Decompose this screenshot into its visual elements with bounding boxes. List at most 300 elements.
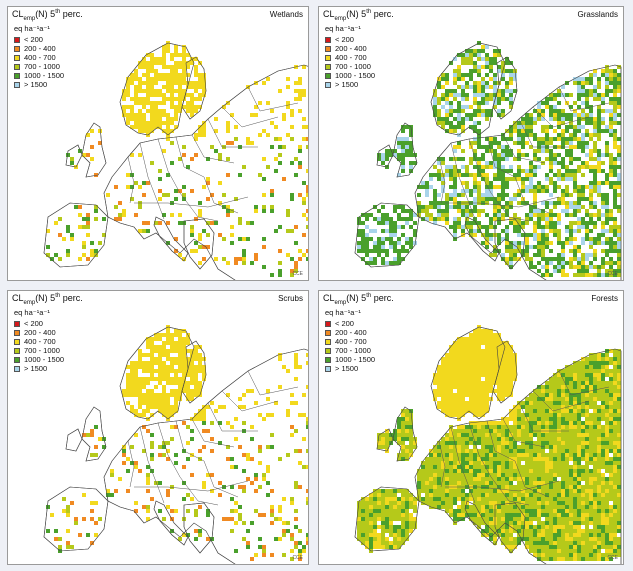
grid-cell [545, 173, 549, 177]
grid-cell [577, 137, 581, 141]
grid-cell [306, 353, 309, 357]
grid-cell [465, 353, 469, 357]
grid-cell [481, 57, 485, 61]
grid-cell [234, 501, 238, 505]
grid-cell [190, 109, 194, 113]
grid-cell [78, 213, 82, 217]
grid-cell [501, 153, 505, 157]
grid-cell [365, 505, 369, 509]
grid-cell [601, 73, 605, 77]
grid-cell [393, 249, 397, 253]
grid-cell [497, 145, 501, 149]
grid-cell [138, 377, 142, 381]
grid-cell [274, 169, 278, 173]
grid-cell [597, 125, 601, 129]
grid-cell [565, 489, 569, 493]
grid-cell [445, 501, 449, 505]
grid-cell [242, 453, 246, 457]
grid-cell [441, 489, 445, 493]
grid-cell [54, 529, 58, 533]
grid-cell [613, 105, 617, 109]
grid-cell [401, 489, 405, 493]
grid-cell [198, 381, 202, 385]
grid-cell [162, 57, 166, 61]
grid-cell [162, 149, 166, 153]
grid-cell [557, 401, 561, 405]
grid-cell [381, 505, 385, 509]
grid-cell [401, 205, 405, 209]
grid-cell [302, 393, 306, 397]
grid-cell [509, 521, 513, 525]
grid-cell [601, 213, 605, 217]
grid-cell [533, 253, 537, 257]
grid-cell [469, 117, 473, 121]
grid-cell [513, 157, 517, 161]
grid-cell [449, 465, 453, 469]
grid-cell [497, 513, 501, 517]
grid-cell [194, 509, 198, 513]
grid-cell [198, 261, 202, 265]
grid-cell [58, 545, 62, 549]
grid-cell [150, 361, 154, 365]
grid-cell [445, 193, 449, 197]
grid-cell [617, 85, 621, 89]
grid-cell [557, 121, 561, 125]
grid-cell [429, 497, 433, 501]
grid-cell [461, 225, 465, 229]
grid-cell [154, 81, 158, 85]
grid-cell [469, 105, 473, 109]
grid-cell [545, 445, 549, 449]
grid-cell [242, 521, 246, 525]
grid-cell [501, 497, 505, 501]
grid-cell [497, 377, 501, 381]
grid-cell [605, 249, 609, 253]
grid-cell [597, 81, 601, 85]
grid-cell [381, 533, 385, 537]
grid-cell [517, 169, 521, 173]
grid-cell [573, 501, 577, 505]
grid-cell [593, 177, 597, 181]
grid-cell [485, 81, 489, 85]
grid-cell [174, 405, 178, 409]
grid-cell [557, 425, 561, 429]
grid-cell [541, 533, 545, 537]
grid-cell [557, 201, 561, 205]
grid-cell [429, 493, 433, 497]
grid-cell [457, 117, 461, 121]
grid-cell [302, 201, 306, 205]
grid-cell [294, 545, 298, 549]
grid-cell [541, 489, 545, 493]
grid-cell [262, 157, 266, 161]
grid-cell [533, 209, 537, 213]
grid-cell [286, 101, 290, 105]
grid-cell [210, 401, 214, 405]
grid-cell [577, 453, 581, 457]
grid-cell [174, 333, 178, 337]
grid-cell [246, 453, 250, 457]
grid-cell [485, 85, 489, 89]
grid-cell [425, 477, 429, 481]
grid-cell [461, 337, 465, 341]
grid-cell [541, 401, 545, 405]
grid-cell [565, 193, 569, 197]
grid-cell [166, 397, 170, 401]
grid-cell [525, 125, 529, 129]
grid-cell [90, 429, 94, 433]
grid-cell [577, 193, 581, 197]
grid-cell [86, 225, 90, 229]
grid-cell [477, 333, 481, 337]
grid-cell [150, 89, 154, 93]
grid-cell [194, 81, 198, 85]
grid-cell [425, 185, 429, 189]
grid-cell [557, 533, 561, 537]
grid-cell [373, 517, 377, 521]
grid-cell [577, 541, 581, 545]
grid-cell [549, 493, 553, 497]
grid-cell [617, 149, 621, 153]
grid-cell [465, 357, 469, 361]
grid-cell [62, 497, 66, 501]
grid-cell [457, 505, 461, 509]
grid-cell [613, 85, 617, 89]
grid-cell [230, 509, 234, 513]
grid-cell [485, 457, 489, 461]
grid-cell [449, 381, 453, 385]
grid-cell [457, 221, 461, 225]
grid-cell [517, 497, 521, 501]
grid-cell [158, 89, 162, 93]
grid-cell [433, 497, 437, 501]
grid-cell [373, 229, 377, 233]
grid-cell [585, 457, 589, 461]
grid-cell [537, 477, 541, 481]
grid-cell [545, 549, 549, 553]
grid-cell [513, 409, 517, 413]
grid-cell [202, 229, 206, 233]
grid-cell [457, 157, 461, 161]
grid-cell [477, 441, 481, 445]
grid-cell [569, 401, 573, 405]
grid-cell [497, 425, 501, 429]
grid-cell [461, 353, 465, 357]
grid-cell [453, 193, 457, 197]
grid-cell [94, 217, 98, 221]
grid-cell [525, 253, 529, 257]
grid-cell [577, 517, 581, 521]
grid-cell [473, 401, 477, 405]
grid-cell [517, 421, 521, 425]
grid-cell [409, 225, 413, 229]
grid-cell [537, 217, 541, 221]
grid-cell [449, 477, 453, 481]
grid-cell [150, 125, 154, 129]
grid-cell [505, 373, 509, 377]
grid-cell [577, 217, 581, 221]
grid-cell [593, 169, 597, 173]
grid-cell [226, 121, 230, 125]
grid-cell [613, 225, 617, 229]
grid-cell [461, 429, 465, 433]
grid-cell [553, 457, 557, 461]
grid-cell [561, 433, 565, 437]
grid-cell [525, 461, 529, 465]
grid-cell [585, 473, 589, 477]
grid-cell [477, 489, 481, 493]
grid-cell [609, 181, 613, 185]
grid-cell [505, 461, 509, 465]
grid-cell [573, 477, 577, 481]
grid-cell [553, 501, 557, 505]
grid-cell [158, 113, 162, 117]
grid-cell [86, 153, 90, 157]
grid-cell [138, 65, 142, 69]
grid-cell [573, 109, 577, 113]
grid-cell [537, 233, 541, 237]
grid-cell [377, 537, 381, 541]
grid-cell [473, 53, 477, 57]
grid-cell [589, 169, 593, 173]
grid-cell [549, 489, 553, 493]
grid-cell [569, 201, 573, 205]
grid-cell [473, 409, 477, 413]
grid-cell [497, 233, 501, 237]
grid-cell [429, 457, 433, 461]
grid-cell [433, 197, 437, 201]
grid-cell [605, 205, 609, 209]
grid-cell [481, 505, 485, 509]
grid-cell [577, 445, 581, 449]
grid-cell [449, 101, 453, 105]
grid-cell [581, 185, 585, 189]
grid-cell [537, 185, 541, 189]
grid-cell [202, 417, 206, 421]
grid-cell [405, 149, 409, 153]
grid-cell [525, 405, 529, 409]
grid-cell [521, 465, 525, 469]
grid-cell [445, 89, 449, 93]
grid-cell [449, 93, 453, 97]
grid-cell [449, 445, 453, 449]
grid-cell [246, 457, 250, 461]
grid-cell [493, 73, 497, 77]
grid-cell [577, 93, 581, 97]
grid-cell [589, 117, 593, 121]
grid-cell [393, 257, 397, 261]
grid-cell [194, 353, 198, 357]
grid-cell [581, 397, 585, 401]
grid-cell [577, 157, 581, 161]
grid-cell [286, 369, 290, 373]
grid-cell [190, 157, 194, 161]
grid-cell [557, 257, 561, 261]
grid-cell [186, 105, 190, 109]
grid-cell [405, 505, 409, 509]
grid-cell [298, 257, 302, 261]
grid-cell [489, 357, 493, 361]
grid-cell [377, 513, 381, 517]
grid-cell [86, 217, 90, 221]
grid-cell [509, 169, 513, 173]
grid-cell [401, 425, 405, 429]
grid-cell [365, 541, 369, 545]
grid-cell [541, 425, 545, 429]
grid-cell [529, 549, 533, 553]
grid-cell [437, 101, 441, 105]
grid-cell [190, 393, 194, 397]
grid-cell [405, 209, 409, 213]
grid-cell [138, 89, 142, 93]
grid-cell [361, 505, 365, 509]
grid-cell [465, 425, 469, 429]
grid-cell [541, 433, 545, 437]
grid-cell [302, 233, 306, 237]
grid-cell [477, 385, 481, 389]
grid-cell [154, 361, 158, 365]
grid-cell [509, 377, 513, 381]
grid-cell [513, 77, 517, 81]
grid-cell [473, 149, 477, 153]
grid-cell [613, 249, 617, 253]
grid-cell [569, 417, 573, 421]
grid-cell [190, 85, 194, 89]
grid-cell [441, 201, 445, 205]
grid-cell [90, 433, 94, 437]
grid-cell [569, 265, 573, 269]
grid-cell [86, 433, 90, 437]
grid-cell [457, 441, 461, 445]
grid-cell [477, 197, 481, 201]
grid-cell [545, 201, 549, 205]
grid-cell [549, 409, 553, 413]
grid-cell [150, 81, 154, 85]
grid-cell [186, 93, 190, 97]
grid-cell [589, 213, 593, 217]
grid-cell [409, 493, 413, 497]
grid-cell [605, 109, 609, 113]
grid-cell [194, 97, 198, 101]
grid-cell [509, 97, 513, 101]
grid-cell [162, 113, 166, 117]
grid-cell [569, 145, 573, 149]
grid-cell [146, 401, 150, 405]
grid-cell [461, 213, 465, 217]
grid-cell [485, 521, 489, 525]
grid-cell [198, 201, 202, 205]
grid-cell [441, 117, 445, 121]
grid-cell [126, 381, 130, 385]
grid-cell [617, 157, 621, 161]
grid-cell [565, 553, 569, 557]
grid-cell [601, 181, 605, 185]
grid-cell [409, 217, 413, 221]
grid-cell [294, 509, 298, 513]
grid-cell [178, 353, 182, 357]
grid-cell [573, 237, 577, 241]
grid-cell [497, 465, 501, 469]
grid-cell [258, 485, 262, 489]
grid-cell [441, 161, 445, 165]
grid-cell [613, 193, 617, 197]
grid-cell [525, 245, 529, 249]
grid-cell [577, 477, 581, 481]
grid-cell [457, 397, 461, 401]
grid-cell [142, 81, 146, 85]
grid-cell [150, 373, 154, 377]
grid-cell [238, 513, 242, 517]
grid-cell [381, 153, 385, 157]
grid-cell [541, 109, 545, 113]
grid-cell [565, 185, 569, 189]
grid-cell [581, 425, 585, 429]
grid-cell [393, 497, 397, 501]
grid-cell [593, 93, 597, 97]
grid-cell [541, 509, 545, 513]
grid-cell [517, 177, 521, 181]
grid-cell [445, 505, 449, 509]
grid-cell [489, 237, 493, 241]
grid-cell [226, 213, 230, 217]
legend-swatch [14, 348, 20, 354]
grid-cell [381, 489, 385, 493]
grid-cell [481, 509, 485, 513]
grid-cell [465, 385, 469, 389]
grid-cell [429, 205, 433, 209]
grid-cell [469, 369, 473, 373]
grid-cell [565, 485, 569, 489]
grid-cell [545, 417, 549, 421]
grid-cell [186, 393, 190, 397]
grid-cell [437, 121, 441, 125]
grid-cell [445, 465, 449, 469]
grid-cell [146, 365, 150, 369]
grid-cell [142, 181, 146, 185]
grid-cell [481, 529, 485, 533]
grid-cell [449, 453, 453, 457]
grid-cell [126, 89, 130, 93]
grid-cell [493, 497, 497, 501]
grid-cell [266, 465, 270, 469]
grid-cell [202, 129, 206, 133]
grid-cell [509, 497, 513, 501]
grid-cell [146, 361, 150, 365]
grid-cell [509, 257, 513, 261]
grid-cell [393, 509, 397, 513]
grid-cell [389, 521, 393, 525]
grid-cell [94, 533, 98, 537]
grid-cell [573, 457, 577, 461]
grid-cell [361, 249, 365, 253]
grid-cell [485, 445, 489, 449]
grid-cell [262, 545, 266, 549]
grid-cell [537, 181, 541, 185]
grid-cell [190, 365, 194, 369]
grid-cell [593, 165, 597, 169]
grid-cell [409, 441, 413, 445]
grid-cell [537, 245, 541, 249]
grid-cell [453, 413, 457, 417]
grid-cell [369, 261, 373, 265]
grid-cell [481, 89, 485, 93]
grid-cell [170, 141, 174, 145]
grid-cell [493, 81, 497, 85]
grid-cell [453, 497, 457, 501]
legend-swatch [14, 37, 20, 43]
grid-cell [601, 229, 605, 233]
grid-cell [477, 141, 481, 145]
